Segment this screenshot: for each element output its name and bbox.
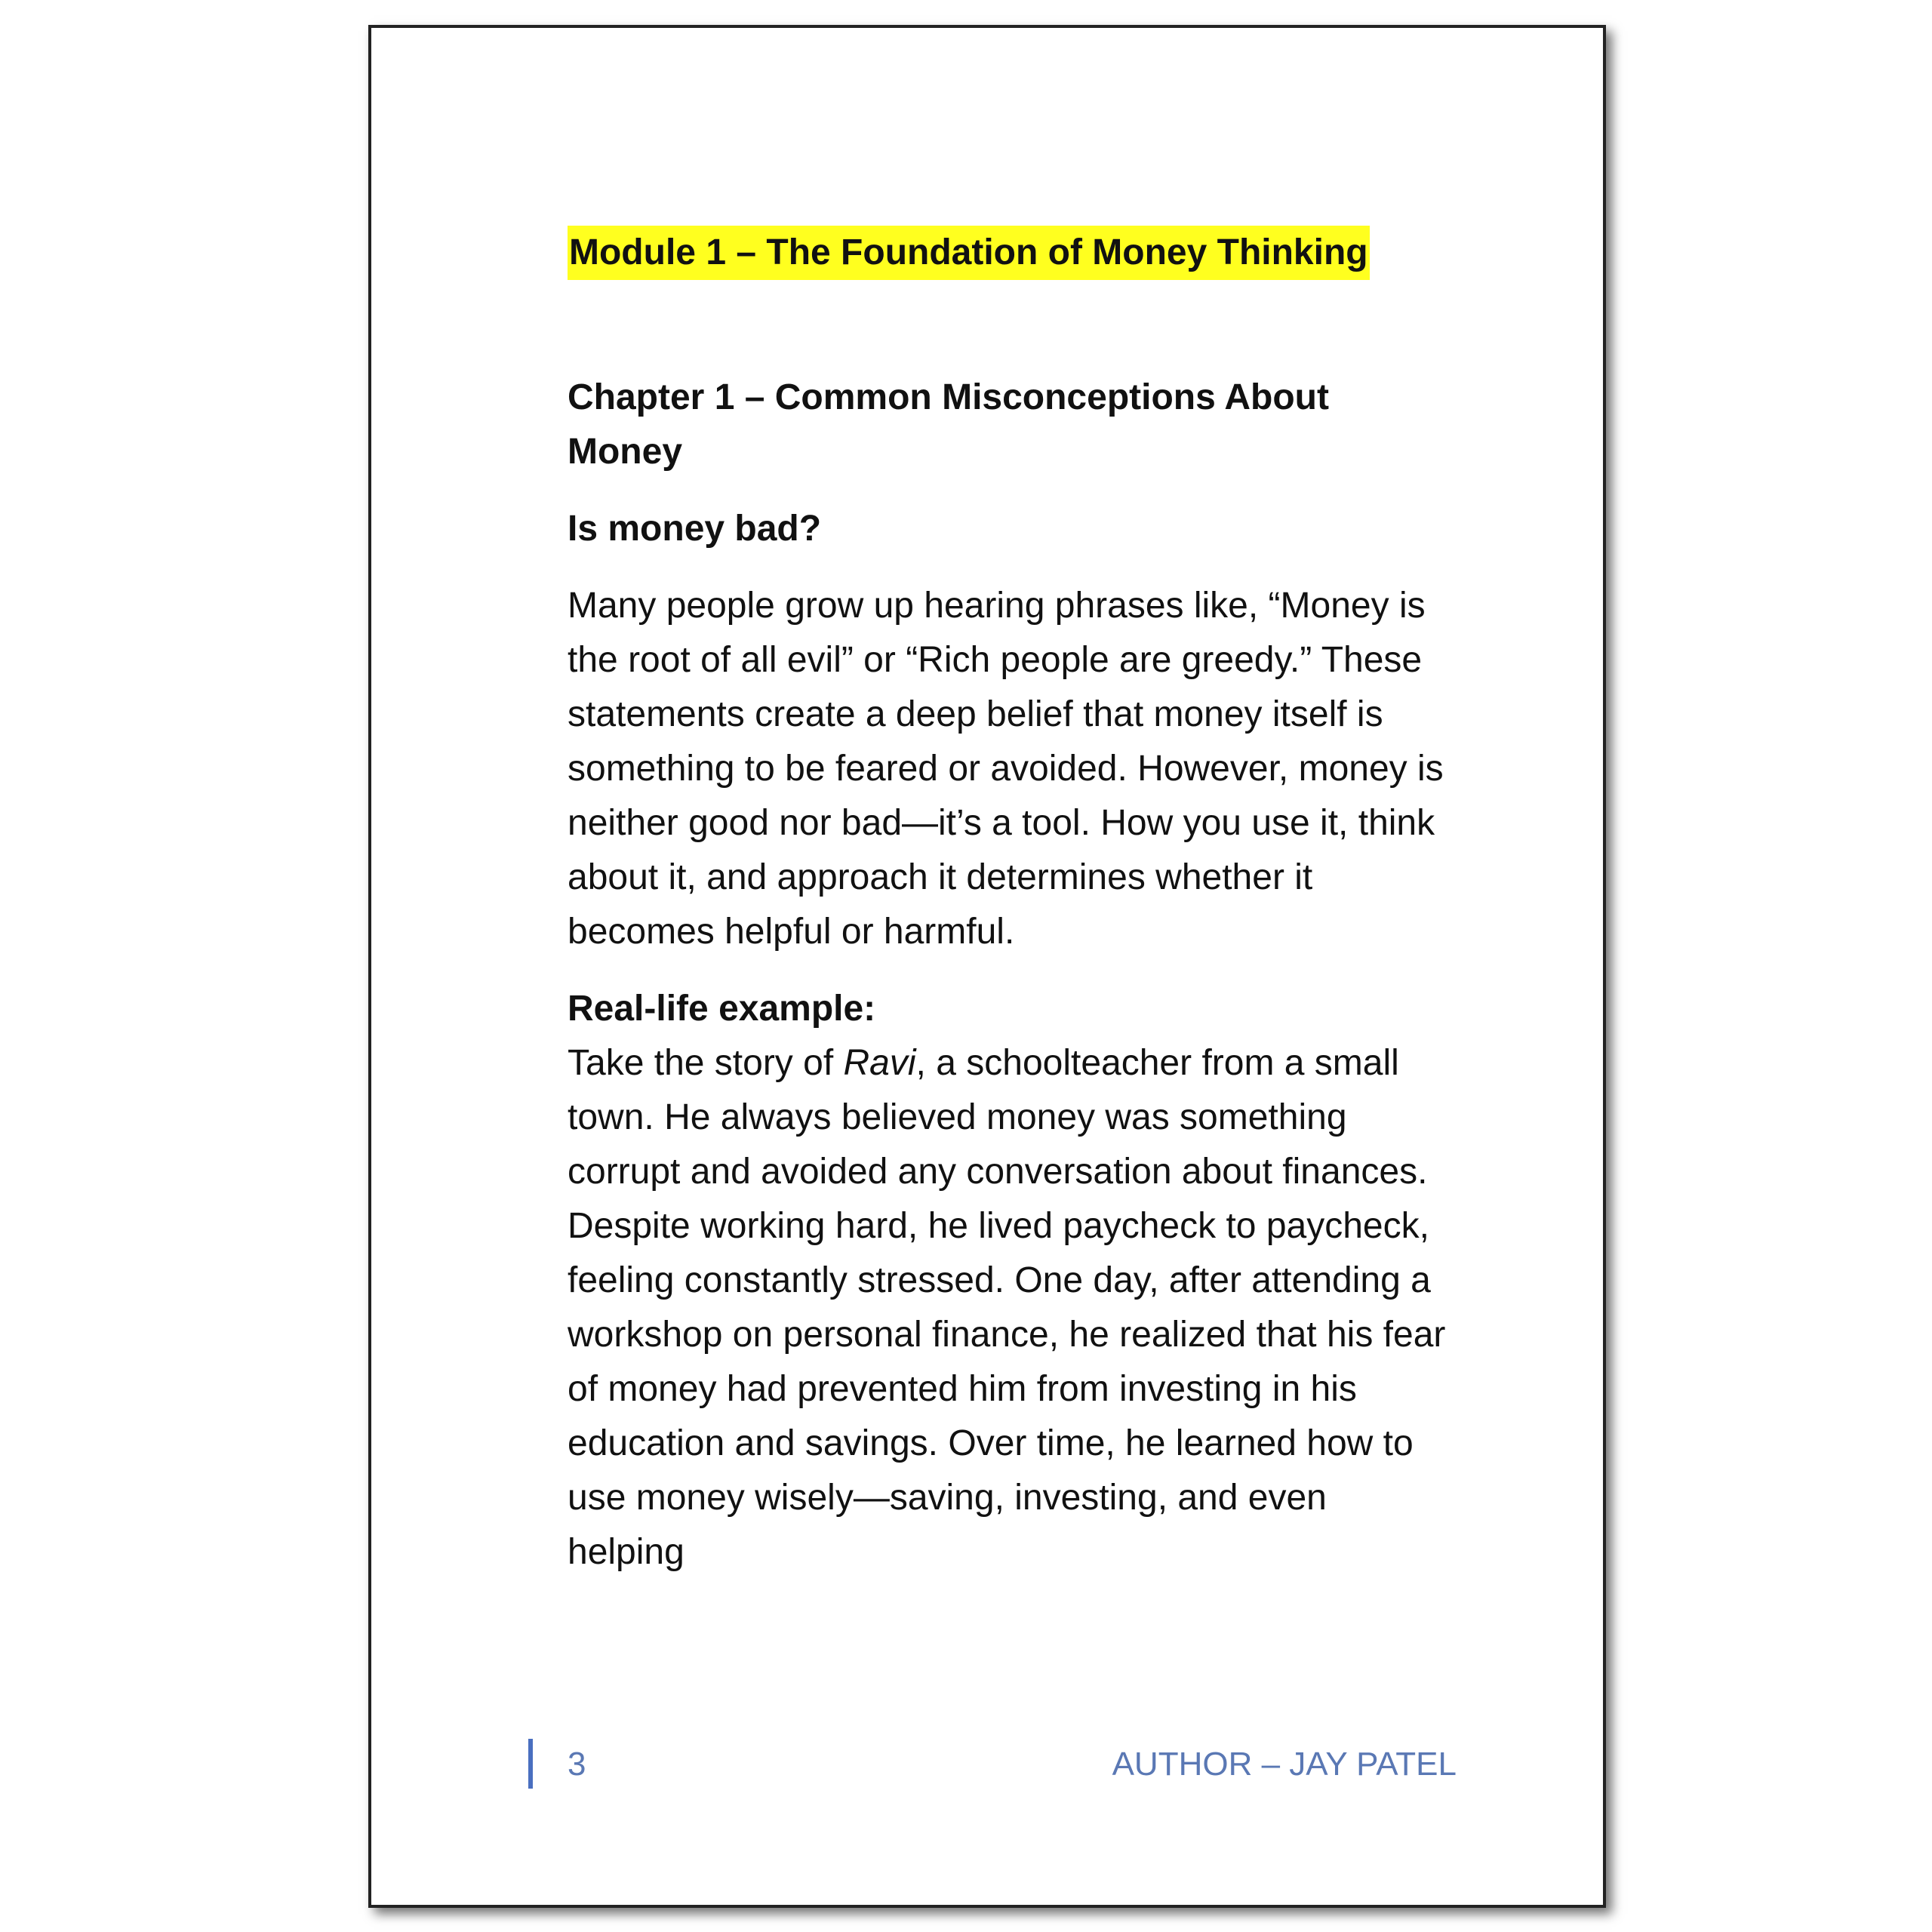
body-paragraph: Many people grow up hearing phrases like, “Money is the root of all evil” or “Rich people are greedy.” These statements create a deep belief that money itself is something to be feared or avoided. However, money is neither good nor bad—it’s a tool. How you use it, think about it, and approach it determines whether it becomes helpful or harmful. bbox=[568, 586, 1444, 952]
document-page bbox=[368, 25, 1606, 1908]
section-title: Is money bad? bbox=[568, 509, 822, 549]
module-title-wrapper bbox=[568, 226, 1451, 280]
page-content bbox=[568, 226, 1451, 1580]
story-name: Ravi bbox=[843, 1043, 916, 1083]
author-credit: AUTHOR – JAY PATEL bbox=[1112, 1746, 1457, 1783]
chapter-title: Chapter 1 – Common Misconceptions About Money bbox=[568, 377, 1329, 472]
story-text-before: Take the story of bbox=[568, 1043, 844, 1083]
module-title: Module 1 – The Foundation of Money Thinking bbox=[568, 226, 1370, 280]
page-number: 3 bbox=[568, 1746, 586, 1783]
story-text-after: , a schoolteacher from a small town. He always believed money was something corrupt and avoided any conversation about finances. Despite working hard, he lived paycheck to paycheck, feeling constantly stressed. One day, after attending a workshop on personal finance, he realized that his fear of money had prevented him from investing in his education and savings. Over time, he learned how to use money wisely—saving, investing, and even helping bbox=[568, 1043, 1446, 1572]
page-footer bbox=[528, 1737, 1457, 1792]
footer-accent-bar bbox=[528, 1739, 533, 1789]
story-paragraph bbox=[568, 1036, 1451, 1580]
example-label: Real-life example: bbox=[568, 989, 876, 1029]
